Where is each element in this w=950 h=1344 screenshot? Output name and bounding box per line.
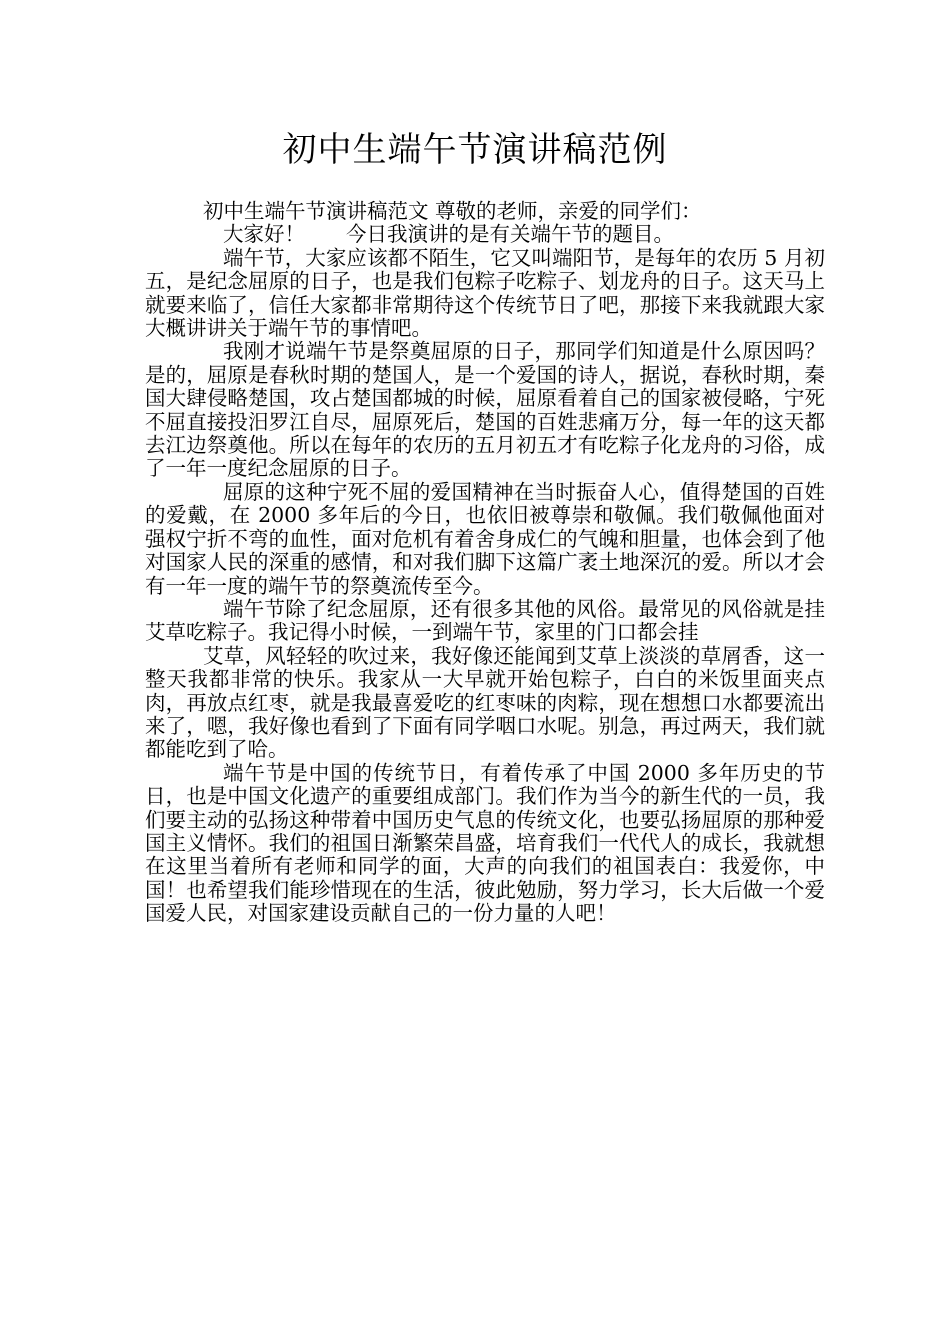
- paragraph-greeting: 大家好！ 今日我演讲的是有关端午节的题目。: [223, 222, 674, 247]
- paragraph-spirit: 屈原的这种宁死不屈的爱国精神在当时振奋人心，值得楚国的百姓的爱戴，在 2000 多年后的今日，也依旧被尊崇和敬佩。我们敬佩他面对强权宁折不弯的血性，面对危机有着舍身成仁的气魄和胆量，也体会到了他对国家人民的深重的感情，和对我们脚下这篇广袤土地深沉的爱。所以才会有一年一度的端午节的祭奠流传至今。: [145, 479, 825, 598]
- paragraph-origin: 我刚才说端午节是祭奠屈原的日子，那同学们知道是什么原因吗？是的，屈原是春秋时期的楚国人，是一个爱国的诗人，据说，春秋时期，秦国大肆侵略楚国，攻占楚国都城的时候，屈原看着自己的国家被侵略，宁死不屈直接投汨罗江自尽，屈原死后，楚国的百姓悲痛万分，每一年的这天都去江边祭奠他。所以在每年的农历的五月初五才有吃粽子化龙舟的习俗，成了一年一度纪念屈原的日子。: [145, 339, 825, 481]
- paragraph-memories: 艾草，风轻轻的吹过来，我好像还能闻到艾草上淡淡的草屑香，这一整天我都非常的快乐。我家从一大早就开始包粽子，白白的米饭里面夹点肉，再放点红枣，就是我最喜爱吃的红枣味的肉粽，现在想想口水都要流出来了，嗯，我好像也看到了下面有同学咽口水呢。别急，再过两天，我们就都能吃到了哈。: [145, 643, 825, 762]
- paragraph-opening: 初中生端午节演讲稿范文 尊敬的老师，亲爱的同学们：: [203, 199, 702, 223]
- page-title: 初中生端午节演讲稿范例: [282, 130, 668, 170]
- paragraph-conclusion: 端午节是中国的传统节日，有着传承了中国 2000 多年历史的节日，也是中国文化遗产的重要组成部门。我们作为当今的新生代的一员，我们要主动的弘扬这种带着中国历史气息的传统文化，也要弘扬屈原的那种爱国主义情怀。我们的祖国日渐繁荣昌盛，培育我们一代代人的成长，我就想在这里当着所有老师和同学的面，大声的向我们的祖国表白：我爱你，中国！也希望我们能珍惜现在的生活，彼此勉励，努力学习，长大后做一个爱国爱人民，对国家建设贡献自己的一份力量的人吧！: [145, 760, 825, 926]
- document-body: [145, 200, 825, 926]
- paragraph-customs: 端午节除了纪念屈原，还有很多其他的风俗。最常见的风俗就是挂艾草吃粽子。我记得小时候，一到端午节，家里的门口都会挂: [145, 596, 825, 645]
- paragraph-intro: 端午节，大家应该都不陌生，它又叫端阳节，是每年的农历 5 月初五，是纪念屈原的日子，也是我们包粽子吃粽子、划龙舟的日子。这天马上就要来临了，信任大家都非常期待这个传统节日了吧，那接下来我就跟大家大概讲讲关于端午节的事情吧。: [145, 245, 825, 341]
